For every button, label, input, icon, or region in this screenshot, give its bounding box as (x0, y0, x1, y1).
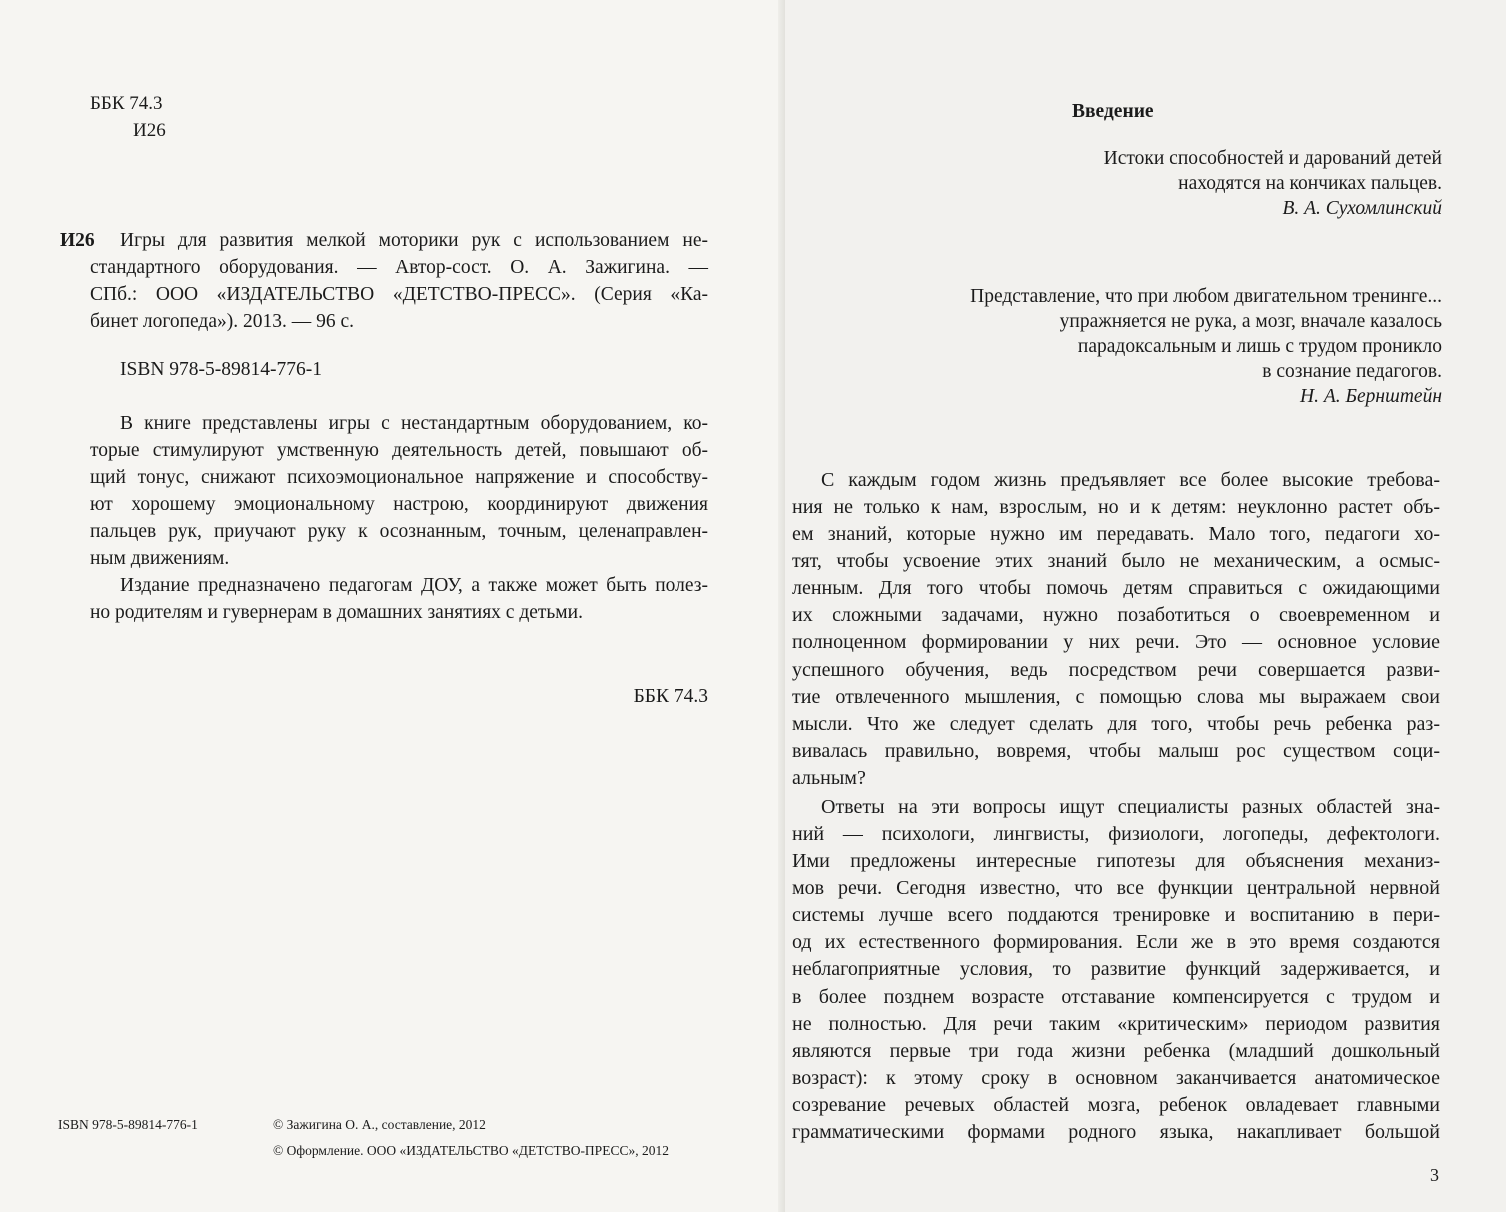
body-line: мысли. Что же следует сделать для того, чтобы речь ребенка раз- (792, 712, 1440, 735)
catalog-entry (120, 227, 708, 254)
paragraph-2 (792, 821, 1440, 1146)
catalog-line: Игры для развития мелкой моторики рук с использованием не- (120, 230, 708, 251)
right-page (785, 0, 1506, 1212)
body-line: вивалась правильно, вовремя, чтобы малыш рос существом соци- (792, 739, 1440, 762)
body-line: неблагоприятные условия, то развитие функций задерживается, и (792, 958, 1440, 981)
bbk-code-top: ББК 74.3 (90, 93, 163, 114)
body-line: грамматическими формами родного языка, накапливает большой (792, 1121, 1440, 1144)
epigraph-author: Н. А. Бернштейн (1300, 386, 1442, 407)
body-line: ний — психологи, лингвисты, физиологи, логопеды, дефектологи. (792, 823, 1440, 845)
body-line: не полностью. Для речи таким «критическим» периодом развития (792, 1012, 1440, 1035)
epigraph-1 (845, 146, 1442, 221)
copyright-design: © Оформление. ООО «ИЗДАТЕЛЬСТВО «ДЕТСТВО-ПРЕСС», 2012 (273, 1143, 669, 1158)
body-line: успешного обучения, ведь посредством речи совершается разви- (792, 658, 1440, 681)
epigraph-author: В. А. Сухомлинский (1282, 198, 1442, 219)
audience-first (120, 572, 708, 599)
paragraph-2-first (821, 794, 1440, 821)
body-line: их сложными задачами, нужно позаботиться о своевременном и (792, 604, 1440, 627)
catalog-line: СПб.: ООО «ИЗДАТЕЛЬСТВО «ДЕТСТВО-ПРЕСС». (Серия «Ка- (90, 284, 708, 305)
body-line: являются первые три года жизни ребенка (младший дошкольный (792, 1039, 1440, 1062)
annotation-first (120, 410, 708, 437)
body-line: тие отвлеченного мышления, с помощью слова мы выражаем свои (792, 685, 1440, 708)
epigraph-line: находятся на кончиках пальцев. (1178, 173, 1442, 194)
annotation-line: ным движениям. (90, 548, 230, 569)
catalog-line: бинет логопеда»). 2013. — 96 с. (90, 311, 355, 332)
copyright-author: © Зажигина О. А., составление, 2012 (273, 1117, 486, 1132)
body-line: в более позднем возрасте отставание компенсируется с трудом и (792, 985, 1440, 1008)
body-line: С каждым годом жизнь предъявляет все более высокие требова- (821, 469, 1440, 491)
audience (90, 599, 708, 626)
body-line: созревание речевых областей мозга, ребенок овладевает главными (792, 1093, 1440, 1116)
annotation-line: пальцев рук, приучают руку к осознанным, точным, целенаправлен- (90, 521, 708, 542)
epigraph-2 (825, 284, 1442, 409)
body-line: полноценном формировании у них речи. Это — основное условие (792, 631, 1440, 654)
annotation-line: щий тонус, снижают психоэмоциональное напряжение и способству- (90, 467, 708, 488)
epigraph-line: Истоки способностей и дарований детей (1103, 148, 1442, 169)
annotation (90, 437, 708, 572)
body-line: возраст): к этому сроку в основном заканчивается анатомическое (792, 1066, 1440, 1089)
isbn-mid: ISBN 978-5-89814-776-1 (120, 359, 323, 380)
annotation-line: торые стимулируют умственную деятельность детей, повышают об- (90, 440, 708, 461)
paragraph-1-first (821, 467, 1440, 494)
body-line: од их естественного формирования. Если же в это время создаются (792, 931, 1440, 954)
catalog-line: стандартного оборудования. — Автор-сост. О. А. Зажигина. — (90, 257, 708, 278)
page-title: Введение (1072, 101, 1154, 122)
catalog-entry-cont (90, 254, 708, 335)
body-line: системы лучше всего поддаются тренировке и воспитанию в пери- (792, 904, 1440, 927)
epigraph-line: парадоксальным и лишь с трудом проникло (1077, 336, 1442, 357)
author-sign-top: И26 (133, 120, 166, 141)
body-line: альным? (792, 766, 866, 789)
audience-line: но родителям и гувернерам в домашних занятиях с детьми. (90, 602, 583, 623)
catalog-index: И26 (60, 230, 95, 251)
annotation-line: В книге представлены игры с нестандартным оборудованием, ко- (120, 413, 708, 434)
annotation-line: ют хорошему эмоциональному настрою, координируют движения (90, 494, 708, 515)
body-line: тят, чтобы усвоение этих знаний было не механическим, а осмыс- (792, 550, 1440, 573)
body-line: ленным. Для того чтобы помочь детям справиться с ожидающими (792, 577, 1440, 600)
body-line: ем знаний, которые нужно им передавать. Мало того, педагоги хо- (792, 523, 1440, 546)
body-line: Ответы на эти вопросы ищут специалисты разных областей зна- (821, 796, 1440, 818)
paragraph-1 (792, 494, 1440, 792)
body-line: ния не только к нам, взрослым, но и к детям: неуклонно растет объ- (792, 496, 1440, 518)
bbk-code-bottom: ББК 74.3 (633, 686, 708, 707)
epigraph-line: Представление, что при любом двигательном тренинге... (970, 286, 1442, 307)
epigraph-line: в сознание педагогов. (1262, 361, 1442, 382)
page-number: 3 (1430, 1165, 1439, 1185)
audience-line: Издание предназначено педагогам ДОУ, а также может быть полез- (120, 575, 708, 596)
body-line: Ими предложены интересные гипотезы для объяснения механиз- (792, 850, 1440, 873)
body-line: мов речи. Сегодня известно, что все функции центральной нервной (792, 877, 1440, 900)
epigraph-line: упражняется не рука, а мозг, вначале казалось (1059, 311, 1442, 332)
isbn-bottom: ISBN 978-5-89814-776-1 (58, 1117, 198, 1132)
